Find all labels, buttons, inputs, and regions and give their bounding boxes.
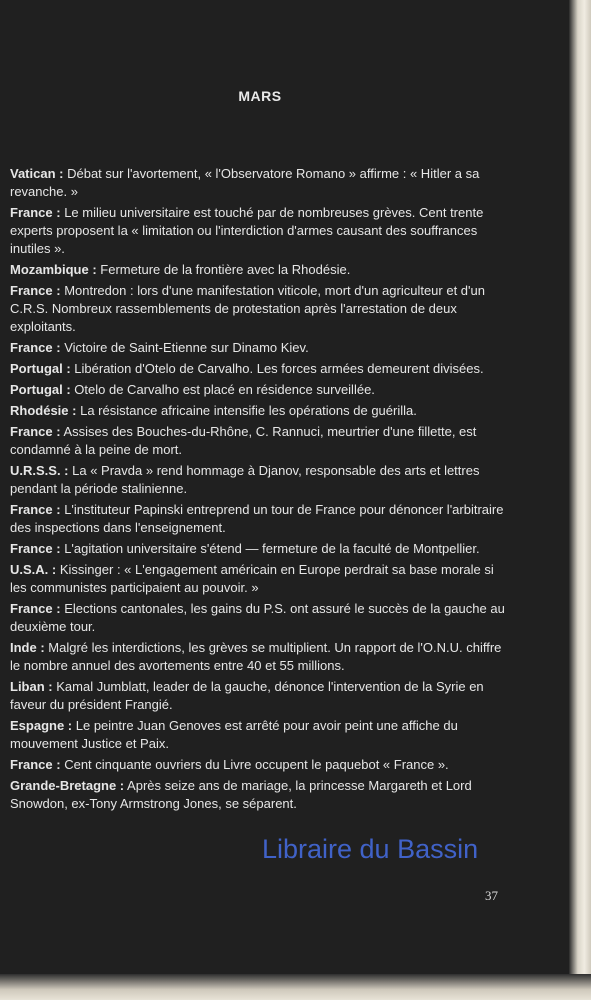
chronology-entry [10,717,505,753]
page-heading: MARS [238,88,282,104]
page-edge [569,0,591,1000]
chronology-entry [10,561,505,597]
chronology-entry [10,777,505,813]
entry-location: France : [10,502,61,517]
entry-text: Kamal Jumblatt, leader de la gauche, dénonce l'intervention de la Syrie en faveur du président Frangié. [10,679,484,712]
entry-location: Portugal : [10,361,71,376]
chronology-entry [10,639,505,675]
entry-location: U.R.S.S. : [10,463,69,478]
entry-location: France : [10,205,61,220]
entry-text: Le peintre Juan Genoves est arrêté pour avoir peint une affiche du mouvement Justice et Paix. [10,718,458,751]
entry-text: Kissinger : « L'engagement américain en Europe perdrait sa base morale si les communistes participaient au pouvoir. » [10,562,494,595]
entry-location: France : [10,601,61,616]
chronology-entry [10,756,505,774]
entry-text: Elections cantonales, les gains du P.S. ont assuré le succès de la gauche au deuxième tour. [10,601,505,634]
chronology-entry [10,678,505,714]
chronology-entry [10,600,505,636]
chronology-entry [10,261,505,279]
chronology-list [10,165,505,816]
entry-location: Vatican : [10,166,64,181]
entry-text: Montredon : lors d'une manifestation viticole, mort d'un agriculteur et d'un C.R.S. Nombreux rassemblements de protestation après l'arrestation de deux exploitants. [10,283,485,334]
chronology-entry [10,204,505,258]
chronology-entry [10,381,505,399]
chronology-entry [10,360,505,378]
entry-location: Mozambique : [10,262,97,277]
chronology-entry [10,462,505,498]
entry-location: Grande-Bretagne : [10,778,125,793]
chronology-entry [10,423,505,459]
book-bottom-edge [0,974,591,1000]
entry-location: Inde : [10,640,45,655]
entry-location: France : [10,541,61,556]
chronology-entry [10,402,505,420]
entry-location: France : [10,424,61,439]
entry-location: Portugal : [10,382,71,397]
entry-text: Libération d'Otelo de Carvalho. Les forces armées demeurent divisées. [74,361,484,376]
entry-location: France : [10,283,61,298]
chronology-entry [10,501,505,537]
entry-location: Espagne : [10,718,73,733]
entry-text: Malgré les interdictions, les grèves se multiplient. Un rapport de l'O.N.U. chiffre le nombre annuel des avortements entre 40 et 55 millions. [10,640,502,673]
entry-location: France : [10,757,61,772]
entry-text: Cent cinquante ouvriers du Livre occupent le paquebot « France ». [64,757,449,772]
entry-text: Assises des Bouches-du-Rhône, C. Rannuci, meurtrier d'une fillette, est condamné à la peine de mort. [10,424,477,457]
entry-location: Liban : [10,679,53,694]
entry-text: L'agitation universitaire s'étend — fermeture de la faculté de Montpellier. [64,541,480,556]
chronology-entry [10,165,505,201]
watermark: Libraire du Bassin [262,834,479,864]
entry-text: Le milieu universitaire est touché par de nombreuses grèves. Cent trente experts proposent la « limitation ou l'interdiction d'armes causant des souffrances inutiles ». [10,205,484,256]
entry-location: France : [10,340,61,355]
entry-text: Fermeture de la frontière avec la Rhodésie. [100,262,351,277]
entry-text: Après seize ans de mariage, la princesse Margareth et Lord Snowdon, ex-Tony Armstrong Jones, se séparent. [10,778,472,811]
page-number: 37 [485,888,498,903]
chronology-entry [10,282,505,336]
entry-text: La « Pravda » rend hommage à Djanov, responsable des arts et lettres pendant la période stalinienne. [10,463,480,496]
entry-text: Victoire de Saint-Etienne sur Dinamo Kiev. [64,340,309,355]
chronology-entry [10,339,505,357]
entry-location: U.S.A. : [10,562,57,577]
entry-text: L'instituteur Papinski entreprend un tour de France pour dénoncer l'arbitraire des inspections dans l'enseignement. [10,502,504,535]
entry-location: Rhodésie : [10,403,77,418]
entry-text: Débat sur l'avortement, « l'Observatore Romano » affirme : « Hitler a sa revanche. » [10,166,480,199]
entry-text: La résistance africaine intensifie les opérations de guérilla. [80,403,417,418]
entry-text: Otelo de Carvalho est placé en résidence surveillée. [74,382,375,397]
chronology-entry [10,540,505,558]
